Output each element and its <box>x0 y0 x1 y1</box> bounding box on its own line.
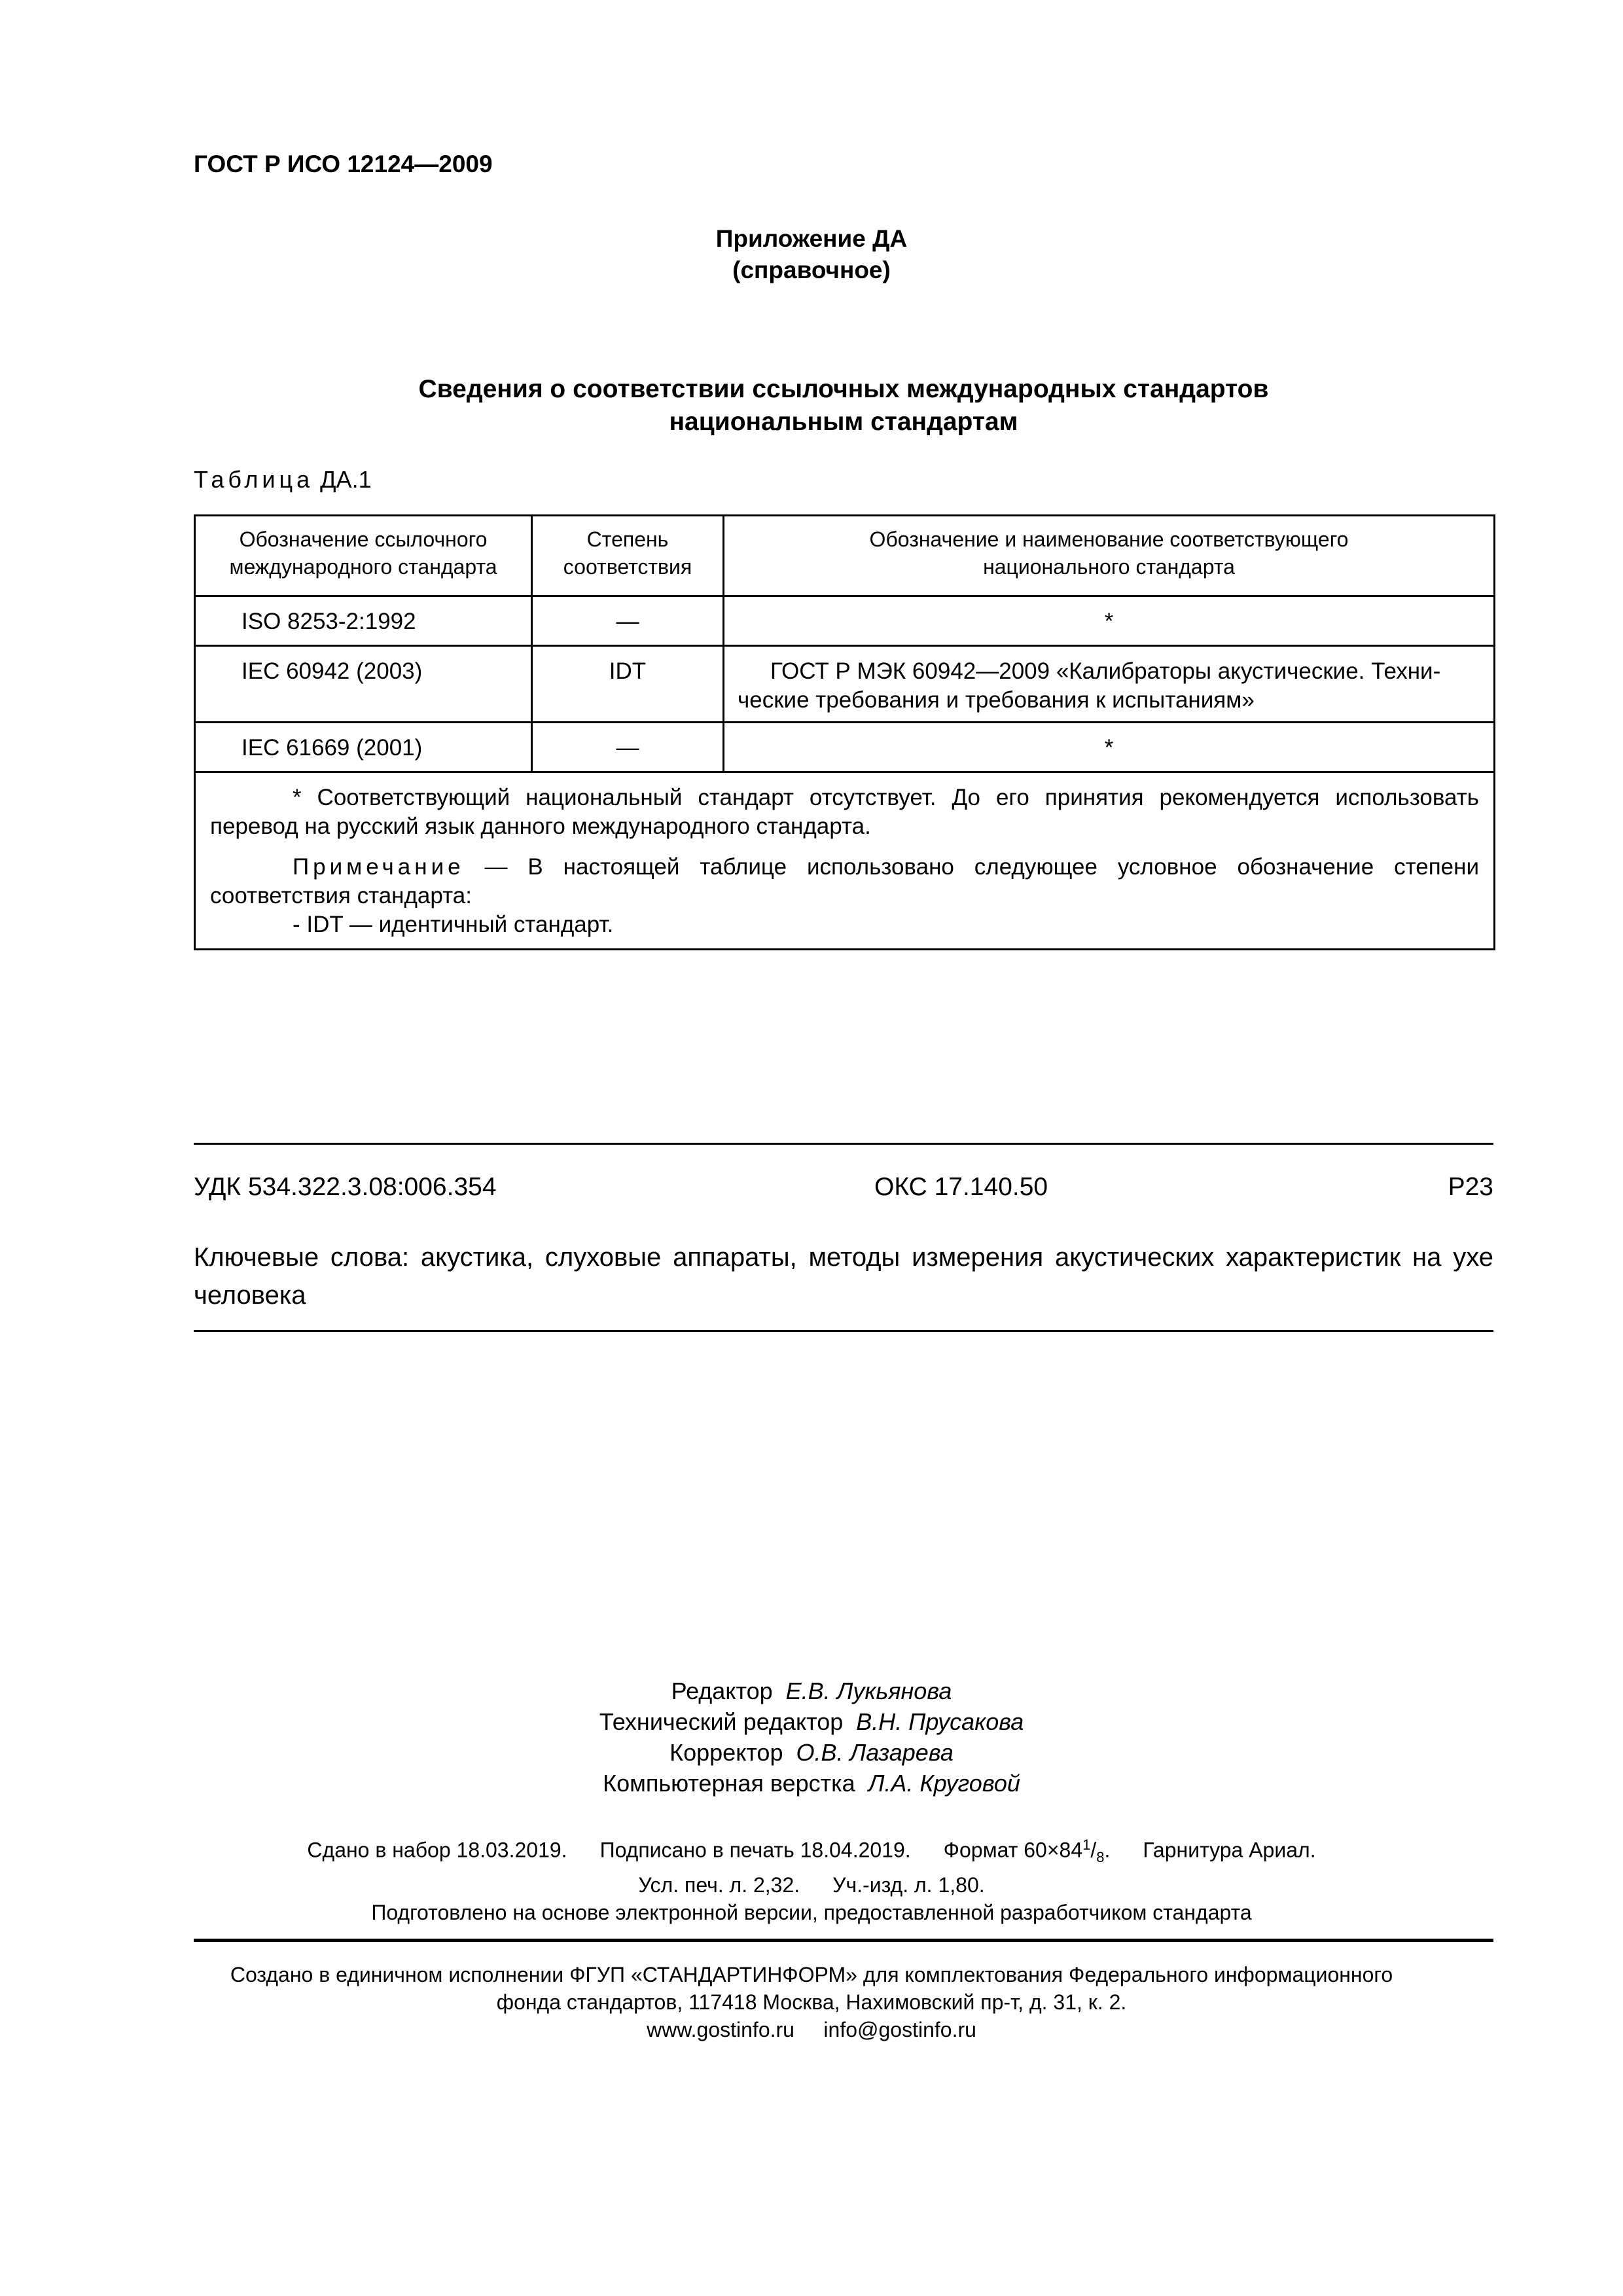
credit-editor: Редактор Е.В. Лукьянова <box>671 1677 952 1704</box>
footer <box>0 1961 1623 2043</box>
credits <box>0 1676 1623 1799</box>
table-row <box>195 646 1495 723</box>
divider-bottom <box>194 1330 1493 1332</box>
section-title-line-1: Сведения о соответствии ссылочных международных стандартов <box>418 375 1269 403</box>
table-caption-id: ДА.1 <box>320 466 372 493</box>
email-link[interactable]: info@gostinfo.ru <box>823 2018 976 2041</box>
table-notes-row <box>195 772 1495 950</box>
table-row <box>195 596 1495 646</box>
correspondence-table <box>194 514 1495 950</box>
cell-degree: — <box>532 596 724 646</box>
credit-layout: Компьютерная верстка Л.А. Круговой <box>603 1770 1020 1797</box>
cell-ref: IEC 60942 (2003) <box>195 646 532 723</box>
table-caption-word: Таблица <box>194 466 314 493</box>
credit-corrector: Корректор О.В. Лазарева <box>669 1739 954 1766</box>
header-degree: Степень соответствия <box>532 516 724 596</box>
table-header-row <box>195 516 1495 596</box>
imprint-line-1: Сдано в набор 18.03.2019. Подписано в печать 18.04.2019. Формат $60\times 84^1/_8$. Гарнитура Ариал. <box>307 1837 1316 1866</box>
divider-top <box>194 1143 1493 1145</box>
appendix-title: Приложение ДА <box>715 225 908 252</box>
website-link[interactable]: www.gostinfo.ru <box>647 2018 794 2041</box>
table-caption <box>194 466 372 493</box>
cell-national: * <box>724 596 1495 646</box>
divider-footer <box>194 1939 1493 1942</box>
header-national-standard: Обозначение и наименование соответствующего национального стандарта <box>724 516 1495 596</box>
appendix-subtitle: (справочное) <box>732 257 891 283</box>
section-title <box>194 373 1493 439</box>
imprint <box>0 1831 1623 1926</box>
footer-contacts <box>0 2016 1623 2043</box>
cell-ref: IEC 61669 (2001) <box>195 723 532 772</box>
cell-ref: ISO 8253-2:1992 <box>195 596 532 646</box>
cell-national: * <box>724 723 1495 772</box>
cell-degree: — <box>532 723 724 772</box>
cell-national: ГОСТ Р МЭК 60942—2009 «Калибраторы акустические. Техни- ческие требования и требования к испытаниям» <box>724 646 1495 723</box>
header-ref-standard: Обозначение ссылочного международного стандарта <box>195 516 532 596</box>
keywords: Ключевые слова: акустика, слуховые аппараты, методы измерения акустических характеристик на ухе человека <box>194 1243 1493 1310</box>
group-code: Р23 <box>1448 1173 1493 1201</box>
footer-line-1: Создано в единичном исполнении ФГУП «СТАНДАРТИНФОРМ» для комплектования Федерального информационного <box>230 1963 1393 1986</box>
table-note: Примечание — В настоящей таблице использовано следующее условное обозначение степени соответствия стандарта: <box>210 854 1479 908</box>
imprint-line-3: Подготовлено на основе электронной версии, предоставленной разработчиком стандарта <box>371 1901 1252 1925</box>
table-footnote: * Соответствующий национальный стандарт отсутствует. До его принятия рекомендуется использовать перевод на русский язык данного международного стандарта. <box>210 785 1479 839</box>
table-note-item: - IDT — идентичный стандарт. <box>293 912 614 937</box>
oks-code: ОКС 17.140.50 <box>874 1173 1048 1201</box>
udk-code: УДК 534.322.3.08:006.354 <box>194 1173 497 1201</box>
table-row <box>195 723 1495 772</box>
document-code: ГОСТ Р ИСО 12124—2009 <box>194 151 493 177</box>
imprint-line-2: Усл. печ. л. 2,32. Уч.-изд. л. 1,80. <box>638 1873 985 1897</box>
cell-degree: IDT <box>532 646 724 723</box>
credit-tech-editor: Технический редактор В.Н. Прусакова <box>599 1708 1024 1735</box>
footer-line-2: фонда стандартов, 117418 Москва, Нахимовский пр-т, д. 31, к. 2. <box>496 1990 1127 2014</box>
section-title-line-2: национальным стандартам <box>669 408 1018 436</box>
table-notes <box>195 772 1495 950</box>
